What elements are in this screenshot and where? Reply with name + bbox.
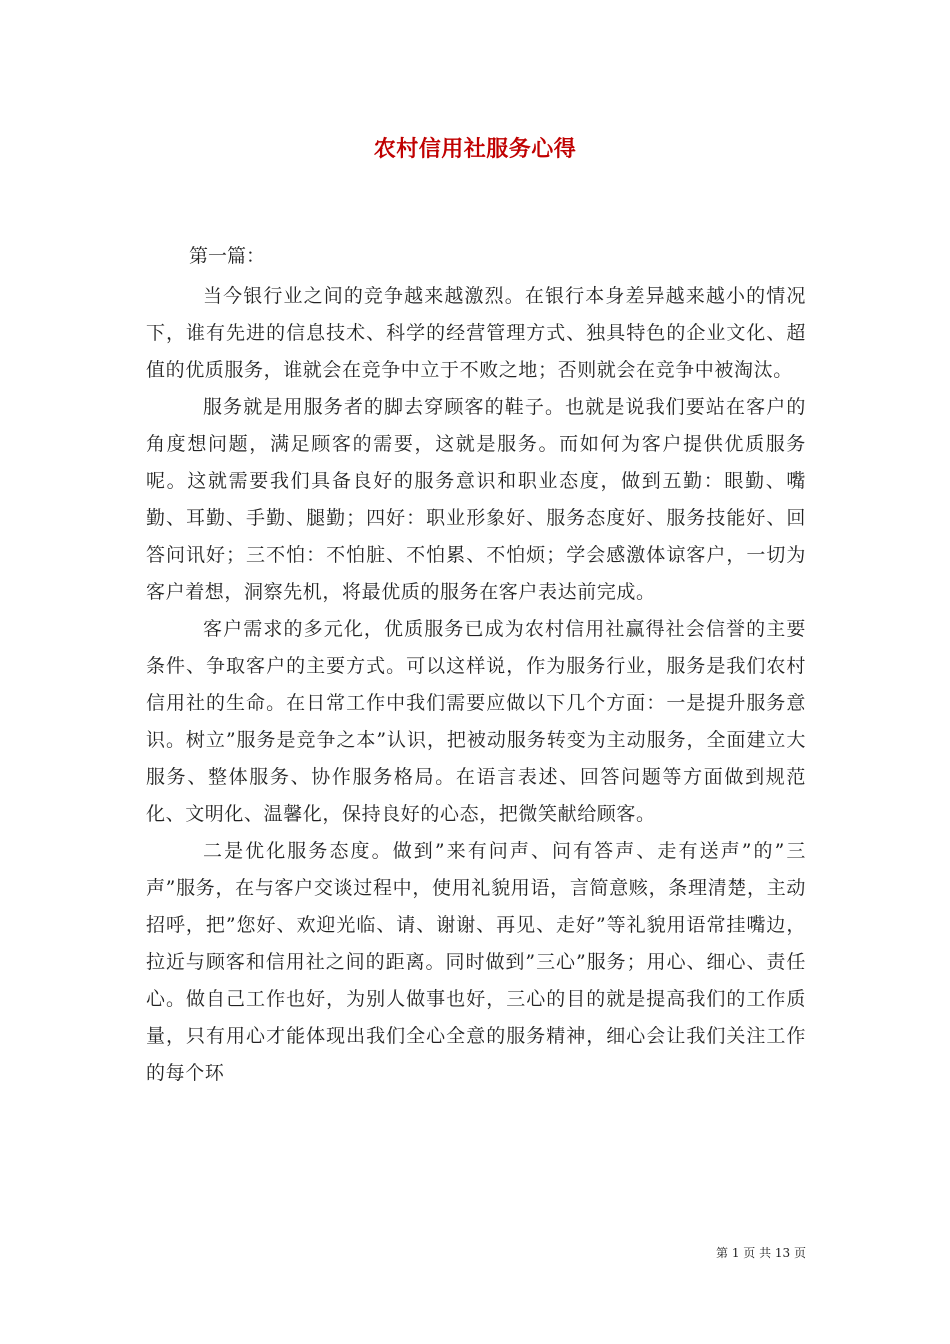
paragraph-2: 服务就是用服务者的脚去穿顾客的鞋子。也就是说我们要站在客户的角度想问题，满足顾客的需要，这就是服务。而如何为客户提供优质服务呢。这就需要我们具备良好的服务意识和职业态度，做到五勤：眼勤、嘴勤、耳勤、手勤、腿勤；四好：职业形象好、服务态度好、服务技能好、回答问讯好；三不怕：不怕脏、不怕累、不怕烦；学会感激体谅客户，一切为客户着想，洞察先机，将最优质的服务在客户表达前完成。 <box>146 396 806 603</box>
document-body <box>146 234 806 1092</box>
paragraph-3: 客户需求的多元化，优质服务已成为农村信用社赢得社会信誉的主要条件、争取客户的主要方式。可以这样说，作为服务行业，服务是我们农村信用社的生命。在日常工作中我们需要应做以下几个方面：一是提升服务意识。树立”服务是竞争之本”认识，把被动服务转变为主动服务，全面建立大服务、整体服务、协作服务格局。在语言表述、回答问题等方面做到规范化、文明化、温馨化，保持良好的心态，把微笑献给顾客。 <box>146 618 806 825</box>
page-number: 第 1 页 共 13 页 <box>716 1246 806 1260</box>
paragraph-1: 当今银行业之间的竞争越来越激烈。在银行本身差异越来越小的情况下，谁有先进的信息技术、科学的经营管理方式、独具特色的企业文化、超值的优质服务，谁就会在竞争中立于不败之地；否则就会在竞争中被淘汰。 <box>146 285 806 381</box>
document-title: 农村信用社服务心得 <box>373 136 577 162</box>
section-heading: 第一篇： <box>189 245 266 267</box>
paragraph-4: 二是优化服务态度。做到”来有问声、问有答声、走有送声”的”三声”服务，在与客户交谈过程中，使用礼貌用语，言简意赅，条理清楚，主动招呼，把”您好、欢迎光临、请、谢谢、再见、走好”等礼貌用语常挂嘴边，拉近与顾客和信用社之间的距离。同时做到”三心”服务；用心、细心、责任心。做自己工作也好，为别人做事也好，三心的目的就是提高我们的工作质量，只有用心才能体现出我们全心全意的服务精神，细心会让我们关注工作的每个环 <box>146 840 806 1084</box>
